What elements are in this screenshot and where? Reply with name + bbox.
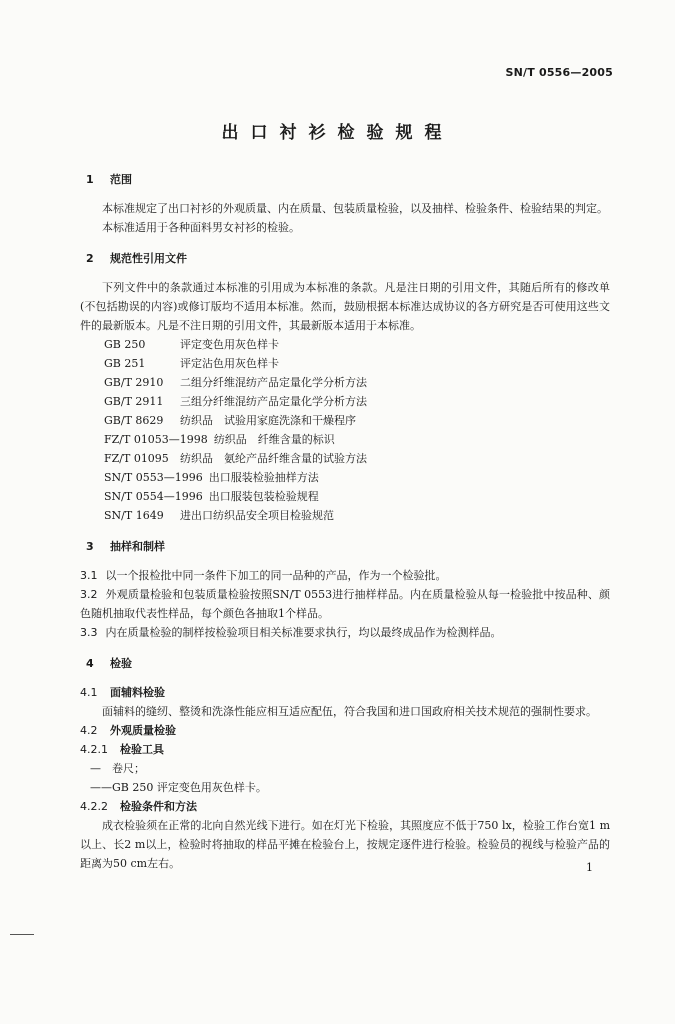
- clause-text: 内在质量检验的制样按检验项目相关标准要求执行，均以最终成品作为检测样品。: [105, 626, 502, 639]
- reference-code: GB 250: [104, 338, 146, 351]
- subsection-number: 4.1: [80, 686, 98, 699]
- subsection-heading: [80, 721, 610, 740]
- section-number: 2: [86, 252, 94, 265]
- reference-code: FZ/T 01053—1998: [104, 433, 208, 446]
- clause-number: 3.3: [80, 626, 98, 639]
- reference-title: 评定沾色用灰色样卡: [180, 357, 279, 370]
- reference-code: GB/T 8629: [104, 414, 164, 427]
- section-title: 抽样和制样: [110, 540, 165, 553]
- section-heading: [86, 249, 610, 268]
- paragraph: 本标准适用于各种面料男女衬衫的检验。: [102, 221, 300, 234]
- reference-title: 评定变色用灰色样卡: [180, 338, 279, 351]
- clause-heading: [80, 797, 610, 816]
- reference-title: 纺织品 试验用家庭洗涤和干燥程序: [180, 414, 356, 427]
- section-heading: [86, 170, 610, 189]
- section-title: 范围: [110, 173, 132, 186]
- clause-number: 4.2.2: [80, 800, 108, 813]
- reference-item: [104, 373, 610, 392]
- clause-title: 检验条件和方法: [120, 800, 197, 813]
- reference-code: GB/T 2911: [104, 395, 164, 408]
- reference-item: [104, 487, 610, 506]
- subsection-number: 4.2: [80, 724, 98, 737]
- reference-list: [104, 335, 610, 525]
- section-inspection: [80, 654, 610, 873]
- reference-title: 出口服装检验抽样方法: [208, 471, 319, 484]
- section-number: 4: [86, 657, 94, 670]
- paragraph: 下列文件中的条款通过本标准的引用成为本标准的条款。凡是注日期的引用文件，其随后所有的修改单(不包括勘误的内容)或修订版均不适用本标准。然而，鼓励根据本标准达成协议的各方研究是否可使用这些文件的最新版本。凡是不注日期的引用文件，其最新版本适用于本标准。: [80, 281, 610, 332]
- clause-heading: [80, 740, 610, 759]
- reference-code: SN/T 1649: [104, 509, 164, 522]
- scan-mark-divider: [10, 934, 34, 935]
- reference-title: 出口服装包装检验规程: [208, 490, 319, 503]
- clause-number: 3.1: [80, 569, 98, 582]
- document-body: [80, 168, 610, 885]
- reference-item: [104, 506, 610, 525]
- reference-code: SN/T 0553—1996: [104, 471, 203, 484]
- section-scope: [80, 170, 610, 237]
- paragraph: 本标准规定了出口衬衫的外观质量、内在质量、包装质量检验，以及抽样、检验条件、检验结果的判定。: [102, 202, 608, 215]
- clause-title: 检验工具: [120, 743, 164, 756]
- reference-item: [104, 392, 610, 411]
- numbered-paragraph: [80, 585, 610, 623]
- paragraph: 面辅料的缝纫、整烫和洗涤性能应相互适应配伍，符合我国和进口国政府相关技术规范的强制性要求。: [102, 705, 597, 718]
- numbered-paragraph: [80, 623, 610, 642]
- subsection-title: 面辅料检验: [110, 686, 165, 699]
- reference-title: 三组分纤维混纺产品定量化学分析方法: [180, 395, 367, 408]
- section-title: 检验: [110, 657, 132, 670]
- section-number: 3: [86, 540, 94, 553]
- reference-code: GB 251: [104, 357, 146, 370]
- standard-code: SN/T 0556—2005: [505, 66, 613, 79]
- reference-code: GB/T 2910: [104, 376, 164, 389]
- clause-text: 以一个报检批中同一条件下加工的同一品种的产品，作为一个检验批。: [105, 569, 447, 582]
- reference-item: [104, 411, 610, 430]
- reference-title: 纺织品 纤维含量的标识: [213, 433, 335, 446]
- reference-code: SN/T 0554—1996: [104, 490, 203, 503]
- reference-code: FZ/T 01095: [104, 452, 169, 465]
- reference-title: 纺织品 氨纶产品纤维含量的试验方法: [180, 452, 367, 465]
- reference-item: [104, 335, 610, 354]
- section-title: 规范性引用文件: [110, 252, 187, 265]
- reference-item: [104, 449, 610, 468]
- section-sampling: [80, 537, 610, 642]
- reference-item: [104, 354, 610, 373]
- reference-title: 进出口纺织品安全项目检验规范: [180, 509, 334, 522]
- paragraph: 成衣检验须在正常的北向自然光线下进行。如在灯光下检验，其照度应不低于750 lx，检验工作台宽1 m以上、长2 m以上，检验时将抽取的样品平摊在检验台上，按规定逐件进行检验。检验员的视线与检验产品的距离为50 cm左右。: [80, 819, 610, 870]
- section-normative-references: [80, 249, 610, 525]
- section-heading: [86, 654, 610, 673]
- reference-item: [104, 468, 610, 487]
- page-title: 出口衬衫检验规程: [221, 123, 454, 143]
- clause-number: 4.2.1: [80, 743, 108, 756]
- reference-title: 二组分纤维混纺产品定量化学分析方法: [180, 376, 367, 389]
- section-heading: [86, 537, 610, 556]
- section-number: 1: [86, 173, 94, 186]
- list-item: ——GB 250 评定变色用灰色样卡。: [90, 781, 267, 794]
- list-item: — 卷尺；: [90, 762, 145, 775]
- clause-text: 外观质量检验和包装质量检验按照SN/T 0553进行抽样样品。内在质量检验从每一检验批中按品种、颜色随机抽取代表性样品，每个颜色各抽取1个样品。: [80, 588, 610, 620]
- page-number: 1: [586, 861, 593, 874]
- subsection-title: 外观质量检验: [110, 724, 176, 737]
- clause-number: 3.2: [80, 588, 98, 601]
- reference-item: [104, 430, 610, 449]
- numbered-paragraph: [80, 566, 610, 585]
- subsection-heading: [80, 683, 610, 702]
